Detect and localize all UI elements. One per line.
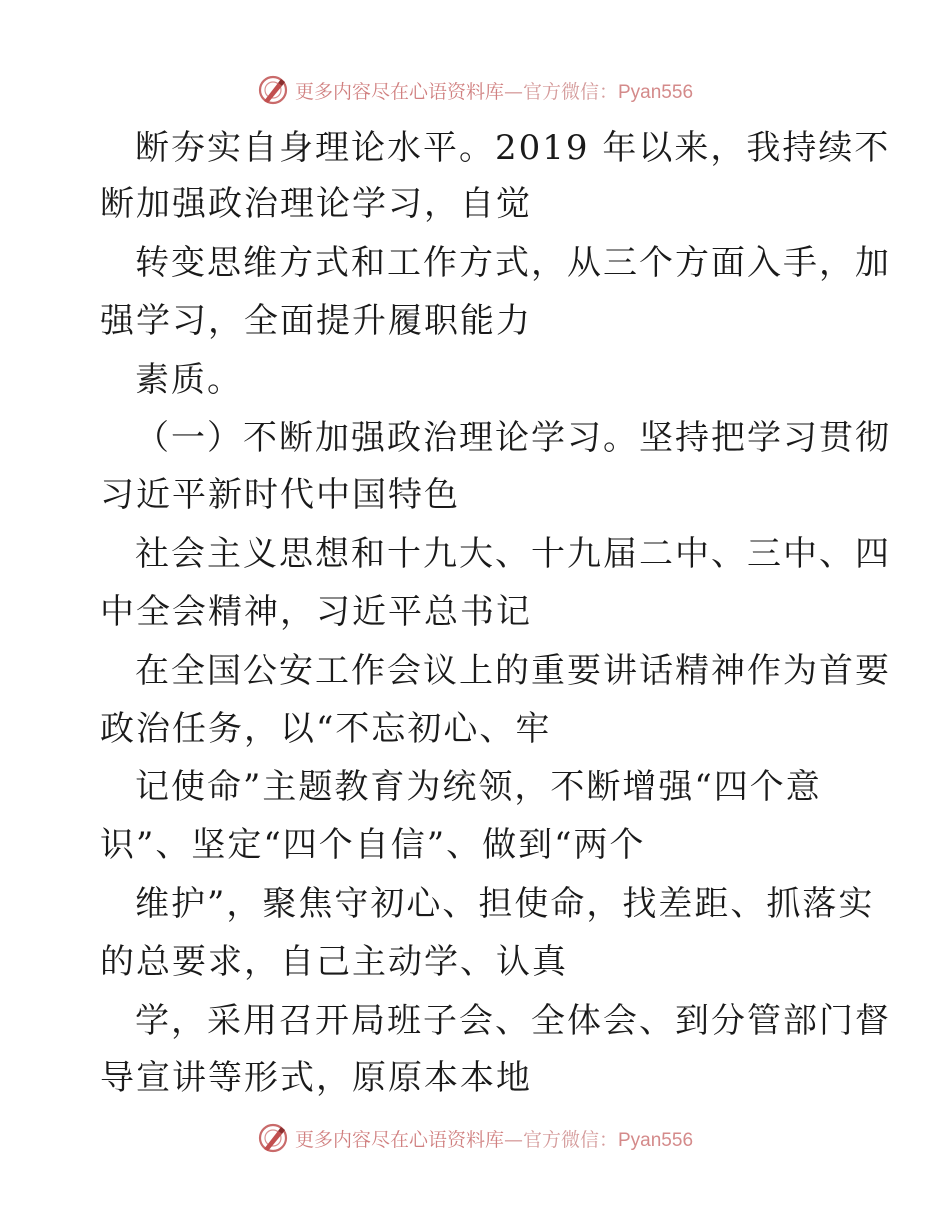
text-line-14: 维护”，聚焦守初心、担使命，找差距、抓落实 (135, 884, 875, 924)
watermark-id-text: Pyan556 (618, 81, 694, 103)
text-line-6: （一）不断加强政治理论学习。坚持把学习贯彻 (135, 418, 891, 458)
text-line-9: 中全会精神，习近平总书记 (100, 592, 532, 632)
pen-logo-icon (257, 74, 289, 106)
watermark-text (295, 77, 693, 104)
text-line-4: 强学习，全面提升履职能力 (100, 301, 532, 341)
text-line-12: 记使命”主题教育为统领，不断增强“四个意 (135, 767, 822, 807)
text-line-8: 社会主义思想和十九大、十九届二中、三中、四 (135, 534, 891, 574)
watermark-main-text: 更多内容尽在心语资料库 (294, 80, 504, 103)
watermark-channel-text: 官方微信： (522, 1128, 618, 1151)
text-line-16: 学，采用召开局班子会、全体会、到分管部门督 (135, 1001, 891, 1041)
watermark-main-text: 更多内容尽在心语资料库 (294, 1128, 504, 1151)
watermark-id-text: Pyan556 (618, 1129, 694, 1151)
text-line-17: 导宣讲等形式，原原本本地 (100, 1058, 532, 1098)
header-watermark (0, 70, 950, 110)
watermark-separator: — (503, 1128, 523, 1151)
watermark-text (295, 1125, 693, 1152)
text-line-13: 识”、坚定“四个自信”、做到“两个 (100, 825, 646, 865)
watermark-separator: — (503, 80, 523, 103)
text-line-5: 素质。 (135, 360, 243, 400)
text-line-15: 的总要求，自己主动学、认真 (100, 942, 568, 982)
text-line-2: 断加强政治理论学习，自觉 (100, 184, 532, 224)
text-line-10: 在全国公安工作会议上的重要讲话精神作为首要 (135, 651, 891, 691)
watermark-channel-text: 官方微信： (522, 80, 618, 103)
text-line-11: 政治任务，以“不忘初心、牢 (100, 709, 552, 749)
text-line-7: 习近平新时代中国特色 (100, 475, 460, 515)
pen-logo-icon (257, 1122, 289, 1154)
text-line-1: 断夯实自身理论水平。2019 年以来，我持续不 (135, 128, 891, 168)
footer-watermark (0, 1118, 950, 1158)
text-line-3: 转变思维方式和工作方式，从三个方面入手，加 (135, 243, 891, 283)
